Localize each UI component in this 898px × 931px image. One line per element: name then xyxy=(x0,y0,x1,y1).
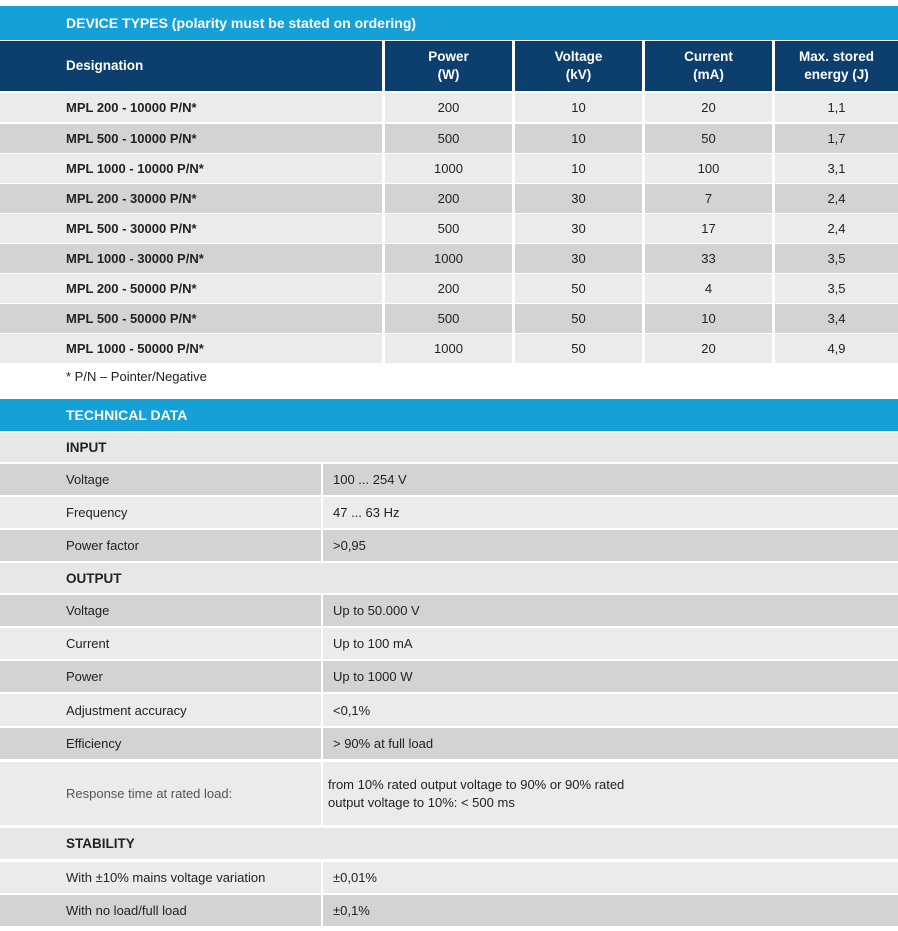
value-cell: 2,4 xyxy=(775,184,898,213)
value-cell: 1,7 xyxy=(775,124,898,153)
designation-cell: MPL 200 - 30000 P/N* xyxy=(0,184,382,213)
value-cell: 1000 xyxy=(385,244,512,273)
value-cell: 4 xyxy=(645,274,772,303)
data-label: With ±10% mains voltage variation xyxy=(0,862,321,893)
technical-data-title: TECHNICAL DATA xyxy=(66,407,188,423)
stability-heading: STABILITY xyxy=(0,828,898,859)
response-time-label: Response time at rated load: xyxy=(0,762,321,825)
value-cell: 3,5 xyxy=(775,244,898,273)
value-cell: 2,4 xyxy=(775,214,898,243)
data-value: >0,95 xyxy=(323,530,898,561)
data-value: Up to 100 mA xyxy=(323,628,898,659)
value-cell: 200 xyxy=(385,274,512,303)
value-cell: 200 xyxy=(385,184,512,213)
table-row xyxy=(0,154,898,183)
value-cell: 30 xyxy=(515,214,642,243)
table-row xyxy=(0,93,898,122)
table-row xyxy=(0,184,898,213)
value-cell: 50 xyxy=(515,274,642,303)
value-cell: 10 xyxy=(645,304,772,333)
value-cell: 3,5 xyxy=(775,274,898,303)
data-label: With no load/full load xyxy=(0,895,321,926)
table-row xyxy=(0,214,898,243)
data-value: ±0,01% xyxy=(323,862,898,893)
data-label: Current xyxy=(0,628,321,659)
value-cell: 50 xyxy=(515,304,642,333)
value-cell: 1,1 xyxy=(775,93,898,122)
value-cell: 500 xyxy=(385,304,512,333)
value-cell: 50 xyxy=(645,124,772,153)
designation-cell: MPL 1000 - 10000 P/N* xyxy=(0,154,382,183)
value-cell: 1000 xyxy=(385,334,512,363)
device-types-header xyxy=(0,6,898,40)
data-label: Voltage xyxy=(0,595,321,626)
footnote: * P/N – Pointer/Negative xyxy=(66,369,207,384)
designation-cell: MPL 500 - 10000 P/N* xyxy=(0,124,382,153)
data-value: Up to 1000 W xyxy=(323,661,898,692)
value-cell: 50 xyxy=(515,334,642,363)
col-power: Power (W) xyxy=(385,41,512,91)
value-cell: 30 xyxy=(515,184,642,213)
data-value: > 90% at full load xyxy=(323,728,898,759)
col-energy: Max. stored energy (J) xyxy=(775,41,898,91)
col-voltage: Voltage (kV) xyxy=(515,41,642,91)
value-cell: 4,9 xyxy=(775,334,898,363)
output-heading: OUTPUT xyxy=(0,563,898,593)
designation-cell: MPL 1000 - 50000 P/N* xyxy=(0,334,382,363)
table-row xyxy=(0,274,898,303)
value-cell: 20 xyxy=(645,334,772,363)
data-value: 100 ... 254 V xyxy=(323,464,898,495)
value-cell: 200 xyxy=(385,93,512,122)
input-heading: INPUT xyxy=(0,433,898,462)
value-cell: 20 xyxy=(645,93,772,122)
data-value: <0,1% xyxy=(323,694,898,726)
value-cell: 10 xyxy=(515,93,642,122)
table-row xyxy=(0,244,898,273)
value-cell: 30 xyxy=(515,244,642,273)
data-label: Efficiency xyxy=(0,728,321,759)
data-label: Power factor xyxy=(0,530,321,561)
col-current: Current (mA) xyxy=(645,41,772,91)
technical-data-header xyxy=(0,399,898,431)
value-cell: 33 xyxy=(645,244,772,273)
data-label: Power xyxy=(0,661,321,692)
table-row xyxy=(0,304,898,333)
data-value: ±0,1% xyxy=(323,895,898,926)
value-cell: 3,4 xyxy=(775,304,898,333)
data-value: 47 ... 63 Hz xyxy=(323,497,898,528)
data-label: Voltage xyxy=(0,464,321,495)
data-value: Up to 50.000 V xyxy=(323,595,898,626)
value-cell: 1000 xyxy=(385,154,512,183)
value-cell: 100 xyxy=(645,154,772,183)
data-label: Frequency xyxy=(0,497,321,528)
col-designation: Designation xyxy=(0,41,382,91)
value-cell: 500 xyxy=(385,124,512,153)
designation-cell: MPL 500 - 30000 P/N* xyxy=(0,214,382,243)
table-row xyxy=(0,124,898,153)
value-cell: 3,1 xyxy=(775,154,898,183)
designation-cell: MPL 200 - 10000 P/N* xyxy=(0,93,382,122)
designation-cell: MPL 1000 - 30000 P/N* xyxy=(0,244,382,273)
response-time-value: from 10% rated output voltage to 90% or 90% rated output voltage to 10%: < 500 ms xyxy=(323,762,898,825)
value-cell: 500 xyxy=(385,214,512,243)
device-types-title: DEVICE TYPES (polarity must be stated on ordering) xyxy=(66,15,417,31)
value-cell: 10 xyxy=(515,124,642,153)
value-cell: 7 xyxy=(645,184,772,213)
designation-cell: MPL 500 - 50000 P/N* xyxy=(0,304,382,333)
value-cell: 17 xyxy=(645,214,772,243)
table-row xyxy=(0,334,898,363)
data-label: Adjustment accuracy xyxy=(0,694,321,726)
device-types-table-header xyxy=(0,41,898,91)
designation-cell: MPL 200 - 50000 P/N* xyxy=(0,274,382,303)
value-cell: 10 xyxy=(515,154,642,183)
